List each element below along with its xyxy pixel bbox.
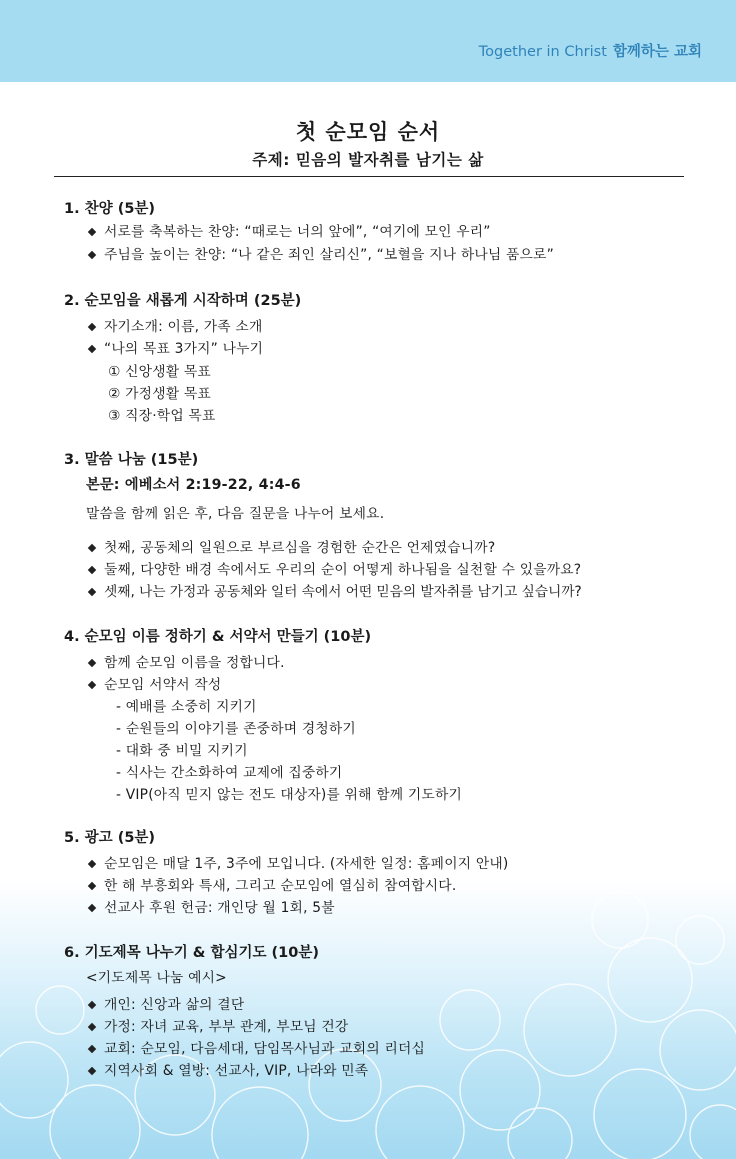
section-heading-pledge: 4. 순모임 이름 정하기 & 서약서 만들기 (10분) bbox=[64, 629, 372, 645]
prayer-example-label: <기도제목 나눔 예시> bbox=[86, 970, 227, 986]
bullet-icon bbox=[88, 995, 98, 1005]
list-item: 순모임 서약서 작성 bbox=[104, 677, 222, 693]
bullet-icon bbox=[88, 653, 98, 663]
list-item: 첫째, 공동체의 일원으로 부르심을 경험한 순간은 언제였습니까? bbox=[104, 540, 496, 556]
pledge-item: - 순원들의 이야기를 존중하며 경청하기 bbox=[116, 721, 356, 737]
list-item: 교회: 순모임, 다음세대, 담임목사님과 교회의 리더십 bbox=[104, 1041, 426, 1057]
pledge-item: - 예배를 소중히 지키기 bbox=[116, 699, 257, 715]
section-heading-praise: 1. 찬양 (5분) bbox=[64, 201, 156, 217]
list-item: 가정: 자녀 교육, 부부 관계, 부모님 건강 bbox=[104, 1019, 349, 1035]
section-heading-announcements: 5. 광고 (5분) bbox=[64, 830, 156, 846]
pledge-item: - 식사는 간소화하여 교제에 집중하기 bbox=[116, 765, 343, 781]
list-item: 셋째, 나는 가정과 공동체와 일터 속에서 어떤 믿음의 발자취를 남기고 싶습니까? bbox=[104, 584, 582, 600]
list-item: 한 해 부흥회와 특새, 그리고 순모임에 열심히 참여합시다. bbox=[104, 878, 457, 894]
list-item: 순모임은 매달 1주, 3주에 모입니다. (자세한 일정: 홈페이지 안내) bbox=[104, 856, 509, 872]
bullet-icon bbox=[88, 1017, 98, 1027]
goal-item: ② 가정생활 목표 bbox=[108, 386, 211, 402]
bullet-icon bbox=[88, 245, 98, 255]
section-heading-new-start: 2. 순모임을 새롭게 시작하며 (25분) bbox=[64, 293, 302, 309]
bullet-icon bbox=[88, 538, 98, 548]
page-subtitle: 주제: 믿음의 발자취를 남기는 삶 bbox=[252, 151, 484, 169]
goal-item: ① 신앙생활 목표 bbox=[108, 364, 211, 380]
bullet-icon bbox=[88, 560, 98, 570]
title-divider bbox=[54, 176, 684, 177]
list-item: 주님을 높이는 찬양: “나 같은 죄인 살리신”, “보혈을 지나 하나님 품으로” bbox=[104, 247, 554, 263]
section-heading-prayer: 6. 기도제목 나누기 & 합심기도 (10분) bbox=[64, 945, 319, 961]
bullet-icon bbox=[88, 876, 98, 886]
bullet-icon bbox=[88, 675, 98, 685]
list-item: 함께 순모임 이름을 정합니다. bbox=[104, 655, 285, 671]
list-item: 개인: 신앙과 삶의 결단 bbox=[104, 997, 245, 1013]
section-heading-word: 3. 말씀 나눔 (15분) bbox=[64, 452, 199, 468]
list-item: 지역사회 & 열방: 선교사, VIP, 나라와 민족 bbox=[104, 1063, 369, 1079]
bullet-icon bbox=[88, 854, 98, 864]
discussion-intro: 말씀을 함께 읽은 후, 다음 질문을 나누어 보세요. bbox=[86, 506, 385, 522]
bullet-icon bbox=[88, 1039, 98, 1049]
bullet-icon bbox=[88, 582, 98, 592]
bullet-icon bbox=[88, 1061, 98, 1071]
goal-item: ③ 직장·학업 목표 bbox=[108, 408, 216, 424]
list-item: 선교사 후원 헌금: 개인당 월 1회, 5불 bbox=[104, 900, 335, 916]
bullet-icon bbox=[88, 317, 98, 327]
brand-korean: 함께하는 교회 bbox=[612, 44, 702, 60]
list-item: 둘째, 다양한 배경 속에서도 우리의 순이 어떻게 하나됨을 실천할 수 있을까요? bbox=[104, 562, 582, 578]
page-title: 첫 순모임 순서 bbox=[295, 120, 441, 144]
bullet-icon bbox=[88, 898, 98, 908]
scripture-reference: 본문: 에베소서 2:19-22, 4:4-6 bbox=[86, 477, 301, 493]
brand-english: Together in Christ bbox=[478, 44, 607, 60]
list-item: “나의 목표 3가지” 나누기 bbox=[104, 341, 264, 357]
bullet-icon bbox=[88, 339, 98, 349]
pledge-item: - VIP(아직 믿지 않는 전도 대상자)를 위해 함께 기도하기 bbox=[116, 787, 463, 803]
bullet-icon bbox=[88, 222, 98, 232]
pledge-item: - 대화 중 비밀 지키기 bbox=[116, 743, 248, 759]
list-item: 서로를 축복하는 찬양: “때로는 너의 앞에”, “여기에 모인 우리” bbox=[104, 224, 491, 240]
list-item: 자기소개: 이름, 가족 소개 bbox=[104, 319, 263, 335]
